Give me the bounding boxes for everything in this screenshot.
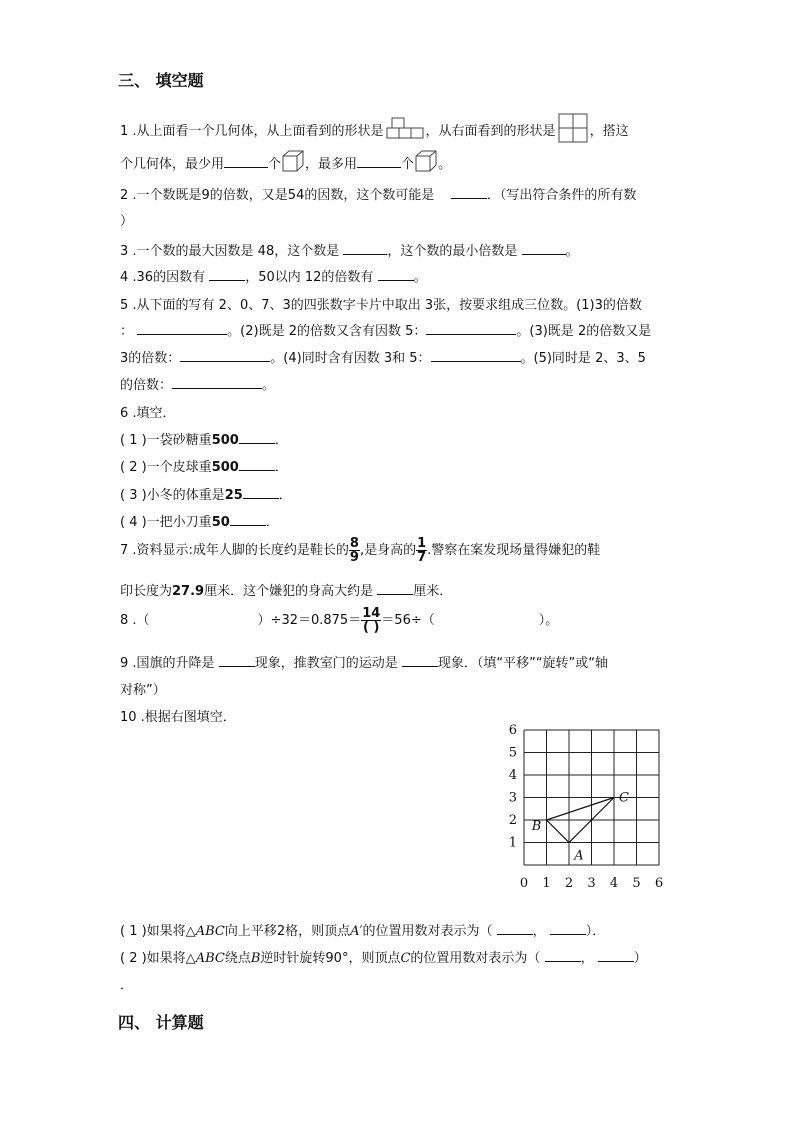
question-5-line-3: 3的倍数： 。(4)同时含有因数 3和 5： 。(5)同时是 2、3、5 [120,351,646,366]
section-title-3: 三、 填空题 [118,71,204,90]
coordinate-grid-figure [505,723,675,898]
answer-blank[interactable] [219,655,255,667]
question-6-item: ( 4 )一把小刀重50 ． [120,515,279,530]
point-label-b: B [531,819,542,834]
question-6-item: ( 1 )一袋砂糖重500 ． [120,433,288,448]
answer-blank[interactable] [180,350,270,362]
answer-blank[interactable] [357,156,401,168]
y-tick-label: 3 [508,790,517,806]
question-7-line-2: 印长度为27.9厘米．这个嫌犯的身高大约是 厘米． [120,584,453,599]
answer-blank[interactable] [426,323,516,335]
answer-blank[interactable] [451,187,487,199]
answer-blank[interactable] [239,432,275,444]
answer-blank[interactable] [402,655,438,667]
x-tick-label: 0 [519,876,529,891]
answer-blank[interactable] [137,323,227,335]
answer-blank[interactable] [431,350,521,362]
top-view-shape-icon [386,117,424,146]
fraction-1-7: $\frac{1}{7}$ [417,536,427,565]
y-tick-label: 6 [508,723,517,738]
question-10-part-1: ( 1 )如果将△ABC向上平移2格，则顶点A′的位置用数对表示为（ ， ）． [120,924,606,939]
answer-blank[interactable] [550,923,586,935]
point-label-c: C [619,790,629,806]
question-9-line-2: 对称”） [120,683,166,698]
point-label-a: A [574,848,584,864]
question-6-title: 6 .填空． [120,406,176,421]
y-tick-label: 5 [508,745,517,761]
question-10-part-2-end: ． [120,978,134,993]
x-tick-label: 1 [542,876,551,891]
question-2-line-2: ） [120,214,134,229]
answer-blank[interactable] [224,156,268,168]
x-tick-label: 3 [587,876,596,891]
answer-blank[interactable] [497,923,533,935]
answer-blank[interactable] [343,243,387,255]
question-10-part-2: ( 2 )如果将△ABC绕点B逆时针旋转90°，则顶点C的位置用数对表示为（ ， ） [120,951,647,966]
x-tick-label: 4 [609,876,619,891]
question-5-line-4: 的倍数： 。 [120,378,276,393]
answer-blank[interactable] [522,243,566,255]
question-9-line-1: 9 .国旗的升降是 现象，推教室门的运动是 现象．（填“平移”“旋转”或“轴 [120,656,609,671]
question-8: 8 .（ ）÷32＝0.875＝ $\frac{14}{( )}$ ＝56÷（ ）。 [120,606,559,635]
cube-icon [414,150,438,179]
question-7-line-1: 7 .资料显示:成年人脚的长度约是鞋长的 $\frac{8}{9}$ ,是身高的 $\frac{1}{7}$ .警察在案发现场量得嫌犯的鞋 [120,536,601,565]
x-tick-label: 5 [632,876,641,891]
question-5-line-2: ： 。(2)既是 2的倍数又含有因数 5： 。(3)既是 2的倍数又是 [120,324,652,339]
right-view-shape-icon [558,113,588,150]
answer-blank[interactable] [209,269,245,281]
answer-blank[interactable] [545,950,581,962]
question-1-line-2: 个几何体，最少用 个 ，最多用 个 。 [120,150,451,179]
answer-blank[interactable] [239,459,275,471]
y-tick-label: 1 [508,835,517,851]
fraction-8-9: $\frac{8}{9}$ [349,536,359,565]
answer-blank[interactable] [172,377,262,389]
question-10-title: 10 .根据右图填空． [120,710,236,725]
answer-blank[interactable] [243,487,279,499]
x-tick-label: 2 [564,876,574,891]
question-2-line-1: 2 .一个数既是9的倍数，又是54的因数，这个数可能是 ．（写出符合条件的所有数 [120,188,637,203]
question-6-item: ( 3 )小冬的体重是25 ． [120,488,292,503]
y-tick-label: 4 [508,768,517,783]
fraction-14-blank: $\frac{14}{( )}$ [362,606,381,635]
question-4: 4 .36的因数有 ，50以内 12的倍数有 。 [120,270,427,285]
answer-blank[interactable] [230,514,266,526]
question-1-line-1: 1 .从上面看一个几何体，从上面看到的形状是 ，从右面看到的形状是 ，搭这 [120,113,629,150]
question-3: 3 .一个数的最大因数是 48，这个数是 ，这个数的最小倍数是 。 [120,244,579,259]
question-6-item: ( 2 )一个皮球重500 ． [120,460,288,475]
answer-blank[interactable] [378,269,414,281]
answer-blank[interactable] [598,950,634,962]
answer-blank[interactable] [377,583,413,595]
y-tick-label: 2 [508,813,517,828]
question-5-line-1: 5 .从下面的写有 2、0、7、3的四张数字卡片中取出 3张，按要求组成三位数。(1)3的倍数 [120,298,642,313]
section-title-4: 四、 计算题 [118,1013,204,1032]
cube-icon [281,150,305,179]
x-tick-label: 6 [654,876,664,891]
